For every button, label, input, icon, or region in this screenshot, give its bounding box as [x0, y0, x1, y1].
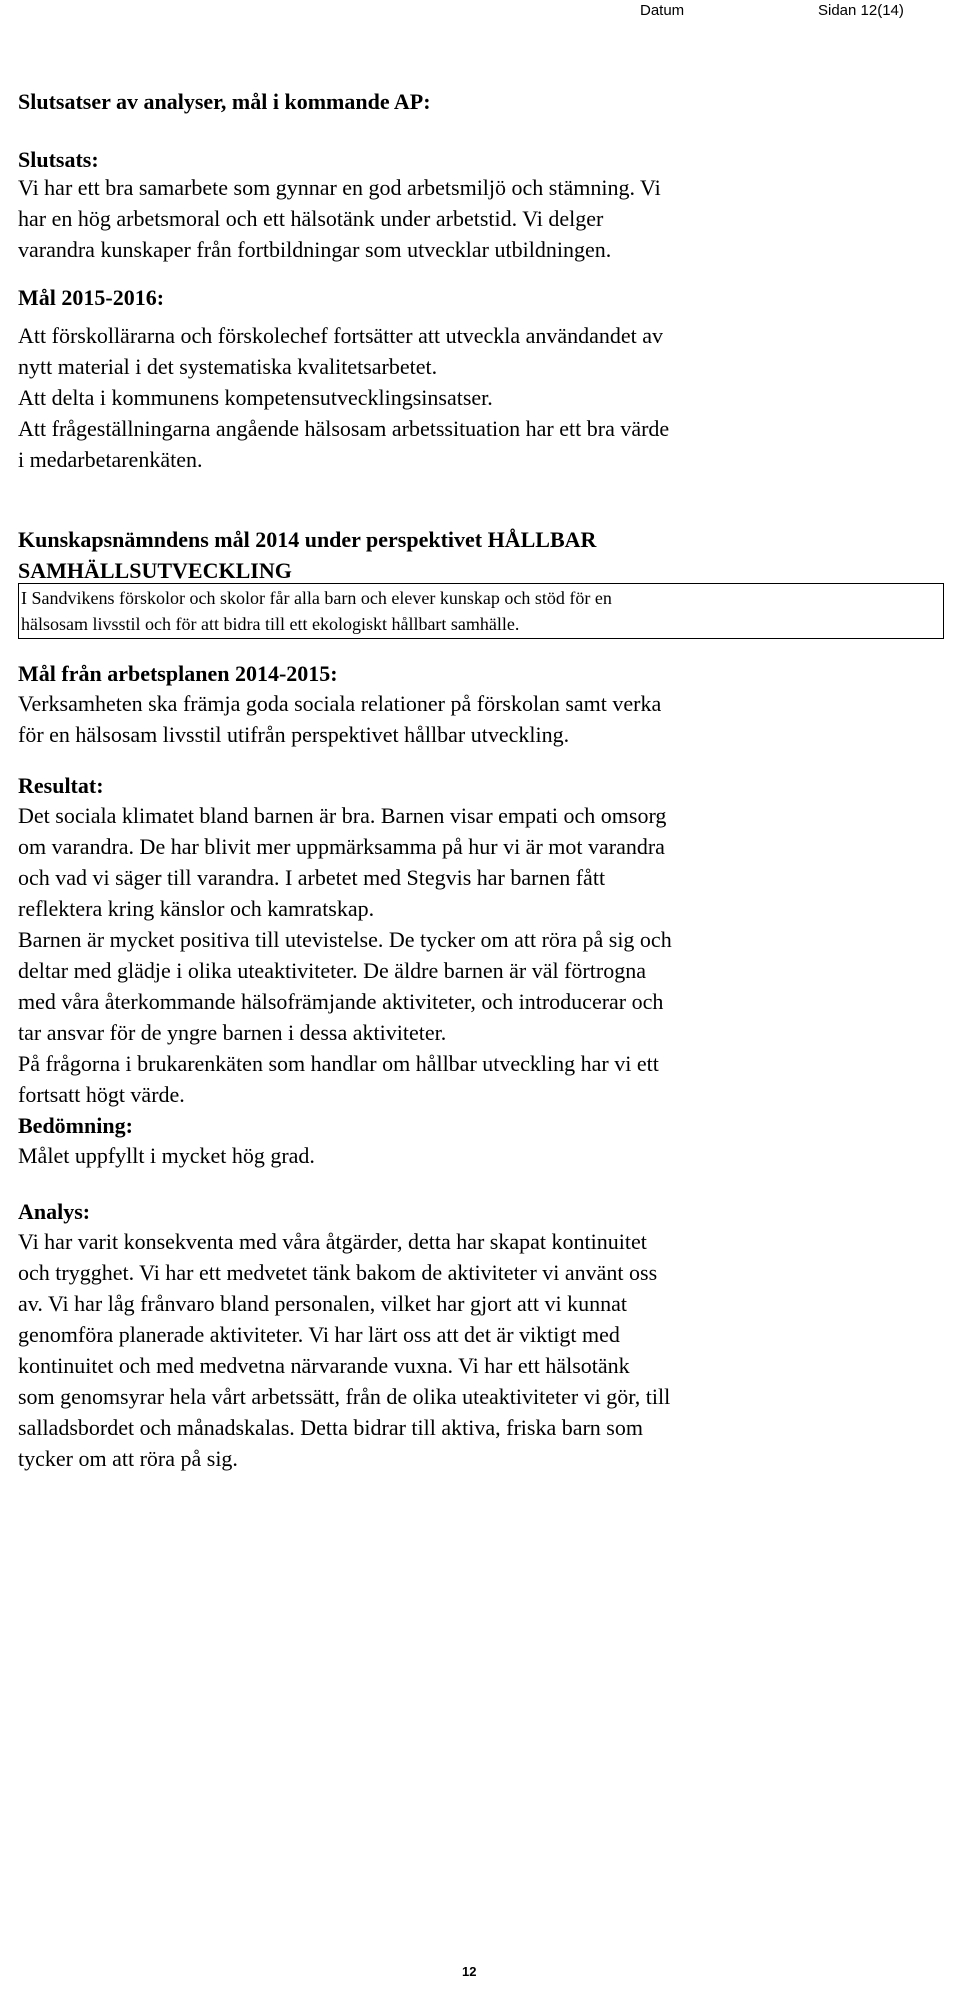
assessment-text [18, 1140, 938, 1171]
analysis-heading: Analys: [18, 1199, 91, 1224]
plan-goal-line: för en hälsosam livsstil utifrån perspektivet hållbar utveckling. [18, 722, 570, 747]
page-number: 12 [462, 1964, 477, 1979]
result-heading: Resultat: [18, 773, 104, 798]
assessment-line: Målet uppfyllt i mycket hög grad. [18, 1143, 315, 1168]
analysis-line: av. Vi har låg frånvaro bland personalen, vilket har gjort att vi kunnat [18, 1291, 627, 1316]
result-line: tar ansvar för de yngre barnen i dessa aktiviteter. [18, 1020, 447, 1045]
analysis-line: Vi har varit konsekventa med våra åtgärder, detta har skapat kontinuitet [18, 1229, 647, 1254]
header-page-label: Sidan 12(14) [818, 2, 904, 19]
slutsats-text [18, 172, 938, 265]
analysis-line: som genomsyrar hela vårt arbetssätt, från de olika uteaktiviteter vi gör, till [18, 1384, 671, 1409]
perspective-box-line: hälsosam livsstil och för att bidra till ett ekologiskt hållbart samhälle. [21, 614, 520, 634]
plan-goal-heading: Mål från arbetsplanen 2014-2015: [18, 661, 338, 686]
analysis-line: kontinuitet och med medvetna närvarande vuxna. Vi har ett hälsotänk [18, 1353, 630, 1378]
result-line: Barnen är mycket positiva till utevistelse. De tycker om att röra på sig och [18, 927, 672, 952]
analysis-line: salladsbordet och månadskalas. Detta bidrar till aktiva, friska barn som [18, 1415, 643, 1440]
header-date-label: Datum [640, 2, 685, 19]
perspective-heading [18, 524, 938, 586]
plan-goal-line: Verksamheten ska främja goda sociala relationer på förskolan samt verka [18, 691, 662, 716]
assessment-heading: Bedömning: [18, 1113, 133, 1138]
perspective-box-line: I Sandvikens förskolor och skolor får alla barn och elever kunskap och stöd för en [21, 588, 612, 608]
result-line: deltar med glädje i olika uteaktiviteter. De äldre barnen är väl förtrogna [18, 958, 646, 983]
plan-goal-text [18, 688, 938, 750]
result-line: Det sociala klimatet bland barnen är bra. Barnen visar empati och omsorg [18, 803, 667, 828]
perspective-box [18, 583, 944, 639]
goal-line: nytt material i det systematiska kvalitetsarbetet. [18, 354, 438, 379]
analysis-line: och trygghet. Vi har ett medvetet tänk bakom de aktiviteter vi använt oss [18, 1260, 658, 1285]
conclusions-title: Slutsatser av analyser, mål i kommande AP: [18, 89, 431, 114]
result-text [18, 800, 938, 1110]
slutsats-line: har en hög arbetsmoral och ett hälsotänk under arbetstid. Vi delger [18, 206, 604, 231]
result-line: och vad vi säger till varandra. I arbetet med Stegvis har barnen fått [18, 865, 606, 890]
page-header [0, 0, 960, 22]
analysis-line: genomföra planerade aktiviteter. Vi har lärt oss att det är viktigt med [18, 1322, 620, 1347]
analysis-line: tycker om att röra på sig. [18, 1446, 238, 1471]
goal-line: i medarbetarenkäten. [18, 447, 203, 472]
perspective-heading-line: SAMHÄLLSUTVECKLING [18, 558, 292, 583]
result-line: fortsatt högt värde. [18, 1082, 185, 1107]
slutsats-heading: Slutsats: [18, 147, 99, 172]
goal-line: Att förskollärarna och förskolechef fortsätter att utveckla användandet av [18, 323, 664, 348]
result-line: reflektera kring känslor och kamratskap. [18, 896, 375, 921]
goal-line: Att frågeställningarna angående hälsosam arbetssituation har ett bra värde [18, 416, 670, 441]
analysis-text [18, 1226, 938, 1474]
perspective-heading-line: Kunskapsnämndens mål 2014 under perspektivet HÅLLBAR [18, 527, 597, 552]
goal-heading: Mål 2015-2016: [18, 285, 165, 310]
result-line: På frågorna i brukarenkäten som handlar om hållbar utveckling har vi ett [18, 1051, 659, 1076]
result-line: med våra återkommande hälsofrämjande aktiviteter, och introducerar och [18, 989, 664, 1014]
result-line: om varandra. De har blivit mer uppmärksamma på hur vi är mot varandra [18, 834, 665, 859]
goal-text [18, 320, 938, 475]
slutsats-line: Vi har ett bra samarbete som gynnar en god arbetsmiljö och stämning. Vi [18, 175, 661, 200]
slutsats-line: varandra kunskaper från fortbildningar som utvecklar utbildningen. [18, 237, 612, 262]
goal-line: Att delta i kommunens kompetensutvecklingsinsatser. [18, 385, 493, 410]
